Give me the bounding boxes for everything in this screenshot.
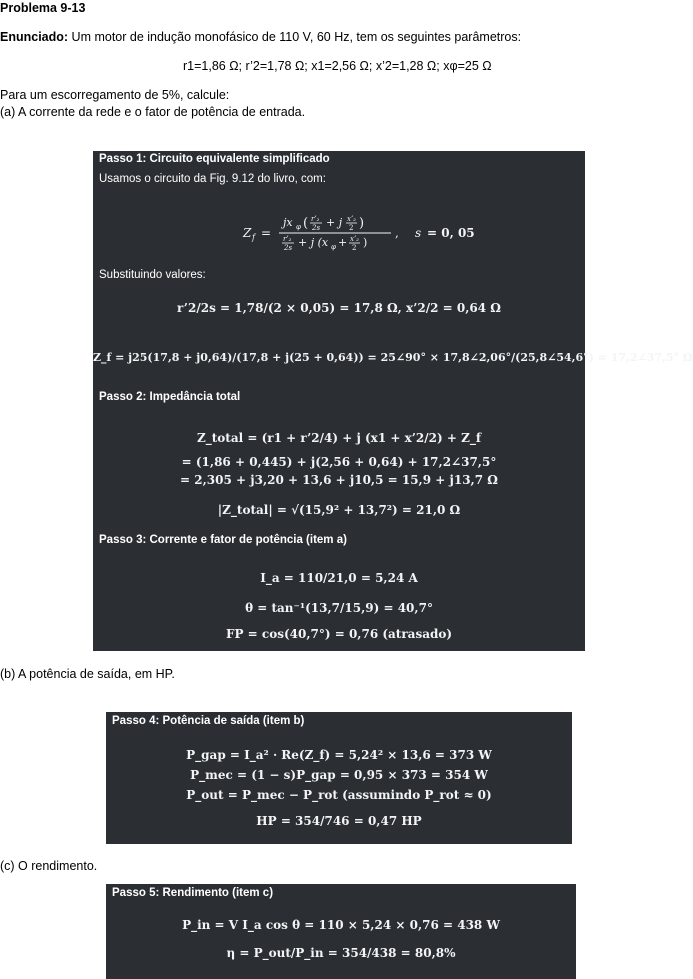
svg-text:φ: φ	[296, 223, 301, 231]
svg-text:): )	[363, 236, 368, 249]
equation-ztotal-magnitude: |Z_total| = √(15,9² + 13,7²) = 21,0 Ω	[217, 503, 461, 517]
svg-text:2s: 2s	[312, 224, 321, 232]
svg-text:= 0, 05: = 0, 05	[427, 226, 475, 240]
problem-title: Problema 9-13	[0, 1, 86, 15]
equation-pgap: P_gap = I_a² · Re(Z_f) = 5,24² × 13,6 = 373 W	[186, 748, 492, 762]
svg-text:2: 2	[352, 244, 357, 252]
svg-text:r’₂: r’₂	[283, 235, 292, 243]
svg-text:(: (	[303, 216, 309, 231]
svg-text:φ: φ	[331, 243, 336, 251]
equation-hp: HP = 354/746 = 0,47 HP	[256, 814, 422, 828]
substitution-text: Substituindo valores:	[99, 269, 206, 281]
equation-power-factor: FP = cos(40,7°) = 0,76 (atrasado)	[225, 627, 453, 641]
step1-text: Usamos o circuito da Fig. 9.12 do livro, com:	[99, 173, 326, 185]
step4-title: Passo 4: Potência de saída (item b)	[112, 715, 305, 727]
equation-ztotal-1: Z_total = (r1 + r’2/4) + j (x1 + x’2/2) + Z_f	[197, 431, 481, 445]
svg-text:+ j (x: + j (x	[298, 236, 329, 249]
svg-text:+: +	[338, 236, 348, 249]
parameters-line: r1=1,86 Ω; r’2=1,78 Ω; x1=2,56 Ω; x’2=1,28 Ω; xφ=25 Ω	[183, 59, 492, 73]
svg-text:Z: Z	[243, 226, 252, 240]
svg-text:jx: jx	[283, 216, 293, 229]
item-a-text: (a) A corrente da rede e o fator de potência de entrada.	[0, 105, 306, 119]
svg-text:s: s	[415, 226, 422, 240]
svg-text:=: =	[261, 226, 272, 240]
svg-text:2: 2	[349, 224, 354, 232]
equation-pmec: P_mec = (1 − s)P_gap = 0,95 × 373 = 354 W	[190, 768, 488, 782]
equation-zf-numeric: Z_f = j25(17,8 + j0,64)/(17,8 + j(25 + 0,64)) = 25∠90° × 17,8∠2,06°/(25,8∠54,6°) = 17,2∠37,5° Ω	[93, 351, 693, 364]
svg-text:): )	[359, 216, 365, 231]
svg-text:f: f	[252, 233, 255, 242]
svg-text:+ j: + j	[326, 216, 343, 229]
step2-title: Passo 2: Impedância total	[99, 391, 241, 403]
equation-ztotal-2: = (1,86 + 0,445) + j(2,56 + 0,64) + 17,2∠37,5°	[181, 455, 497, 469]
equation-theta: θ = tan⁻¹(13,7/15,9) = 40,7°	[245, 601, 433, 615]
step5-title: Passo 5: Rendimento (item c)	[112, 887, 274, 899]
statement-label: Enunciado:	[0, 30, 69, 44]
item-c-text: (c) O rendimento.	[0, 859, 98, 873]
svg-text:2s: 2s	[284, 244, 293, 252]
step3-title: Passo 3: Corrente e fator de potência (item a)	[99, 534, 347, 546]
svg-text:x’₂: x’₂	[347, 215, 356, 223]
equation-pout: P_out = P_mec − P_rot (assumindo P_rot ≈ 0)	[186, 788, 492, 802]
equation-r2-x2-values: r’2/2s = 1,78/(2 × 0,05) = 17,8 Ω, x’2/2 = 0,64 Ω	[177, 301, 501, 315]
step1-title: Passo 1: Circuito equivalente simplificado	[99, 153, 330, 165]
intro-text: Para um escorregamento de 5%, calcule:	[0, 88, 230, 102]
equation-efficiency: η = P_out/P_in = 354/438 = 80,8%	[226, 946, 456, 960]
equation-pin: P_in = V I_a cos θ = 110 × 5,24 × 0,76 = 438 W	[182, 918, 500, 932]
svg-text:x’₂: x’₂	[350, 235, 359, 243]
statement-text: Um motor de indução monofásico de 110 V, 60 Hz, tem os seguintes parâmetros:	[68, 30, 522, 44]
item-b-text: (b) A potência de saída, em HP.	[0, 667, 175, 681]
solution-panel-steps-1-3	[93, 151, 693, 651]
solution-panel-step-4	[106, 712, 572, 844]
svg-text:,: ,	[395, 226, 399, 240]
solution-panel-step-5	[106, 884, 576, 979]
statement	[0, 29, 521, 45]
svg-text:r’₂: r’₂	[311, 215, 320, 223]
equation-current: I_a = 110/21,0 = 5,24 A	[260, 571, 418, 585]
equation-ztotal-3: = 2,305 + j3,20 + 13,6 + j10,5 = 15,9 + j13,7 Ω	[180, 473, 498, 487]
equation-zf-definition	[243, 213, 543, 254]
